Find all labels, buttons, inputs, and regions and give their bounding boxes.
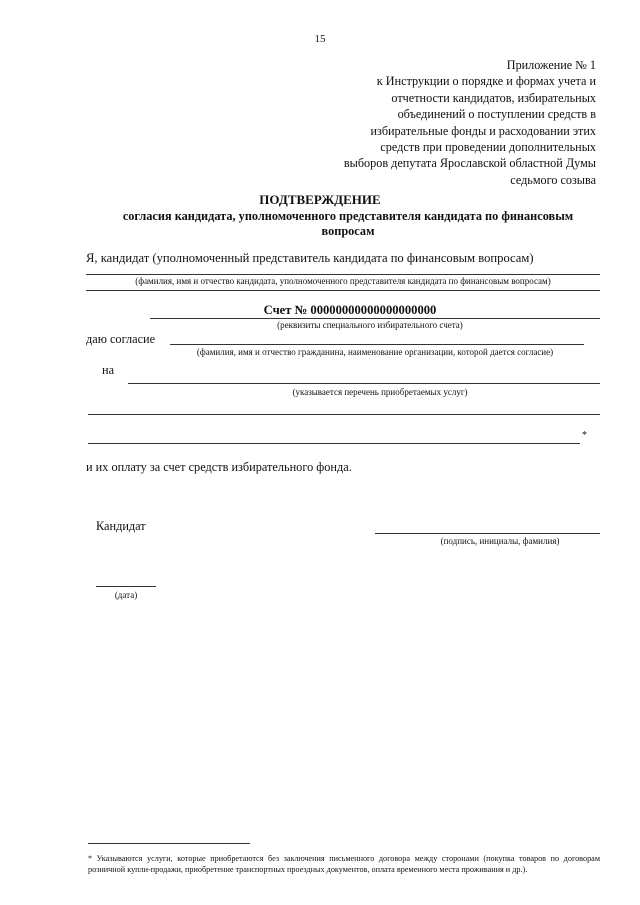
services-caption: (указывается перечень приобретаемых услуг) — [292, 387, 468, 397]
name-underline — [86, 274, 600, 275]
consent-underline — [170, 344, 584, 345]
appendix-line: к Инструкции о порядке и формах учета и — [376, 74, 596, 89]
consent-caption: (фамилия, имя и отчество гражданина, наименование организации, которой дается согласие) — [196, 347, 554, 357]
appendix-line: средств при проведении дополнительных — [380, 140, 596, 155]
appendix-line: отчетности кандидатов, избирательных — [391, 90, 596, 105]
date-caption: (дата) — [114, 590, 138, 600]
account-number: Счет № 00000000000000000000 — [263, 303, 437, 317]
name-lower-rule — [86, 290, 600, 291]
account-underline — [150, 318, 600, 319]
consent-label: даю согласие — [86, 332, 156, 346]
document-title: ПОДТВЕРЖДЕНИЕ — [259, 192, 381, 207]
candidate-label: Кандидат — [96, 519, 146, 533]
appendix-line: седьмого созыва — [510, 172, 596, 187]
services-line-3 — [88, 443, 580, 444]
document-subtitle: согласия кандидата, уполномоченного представителя кандидата по финансовым вопросам — [122, 209, 574, 238]
services-underline — [128, 383, 600, 384]
intro-text: Я, кандидат (уполномоченный представитель кандидата по финансовым вопросам) — [86, 251, 534, 265]
account-caption: (реквизиты специального избирательного счета) — [277, 320, 463, 330]
appendix-line: объединений о поступлении средств в — [397, 107, 596, 122]
footnote-marker: * — [582, 430, 587, 441]
appendix-header — [276, 57, 596, 188]
services-line-2 — [88, 414, 600, 415]
na-label: на — [102, 363, 115, 377]
appendix-line: Приложение № 1 — [506, 58, 596, 72]
footnote-text: * Указываются услуги, которые приобретаются без заключения письменного договора между сторонами (покупка товаров по договорам розничной купли-продажи, приобретение транспортных проездных документов, оплата временного места проживания и др.). — [88, 854, 600, 874]
payment-text: и их оплату за счет средств избирательного фонда. — [86, 460, 352, 474]
appendix-line: избирательные фонды и расходовании этих — [370, 123, 596, 138]
date-line — [96, 586, 156, 587]
footnote-separator — [88, 843, 250, 844]
signature-caption: (подпись, инициалы, фамилия) — [440, 536, 560, 546]
name-caption: (фамилия, имя и отчество кандидата, уполномоченного представителя кандидата по финансовым вопросам) — [135, 276, 551, 286]
page-number: 15 — [314, 33, 326, 45]
appendix-line: выборов депутата Ярославской областной Думы — [343, 156, 596, 171]
signature-line — [375, 533, 600, 534]
